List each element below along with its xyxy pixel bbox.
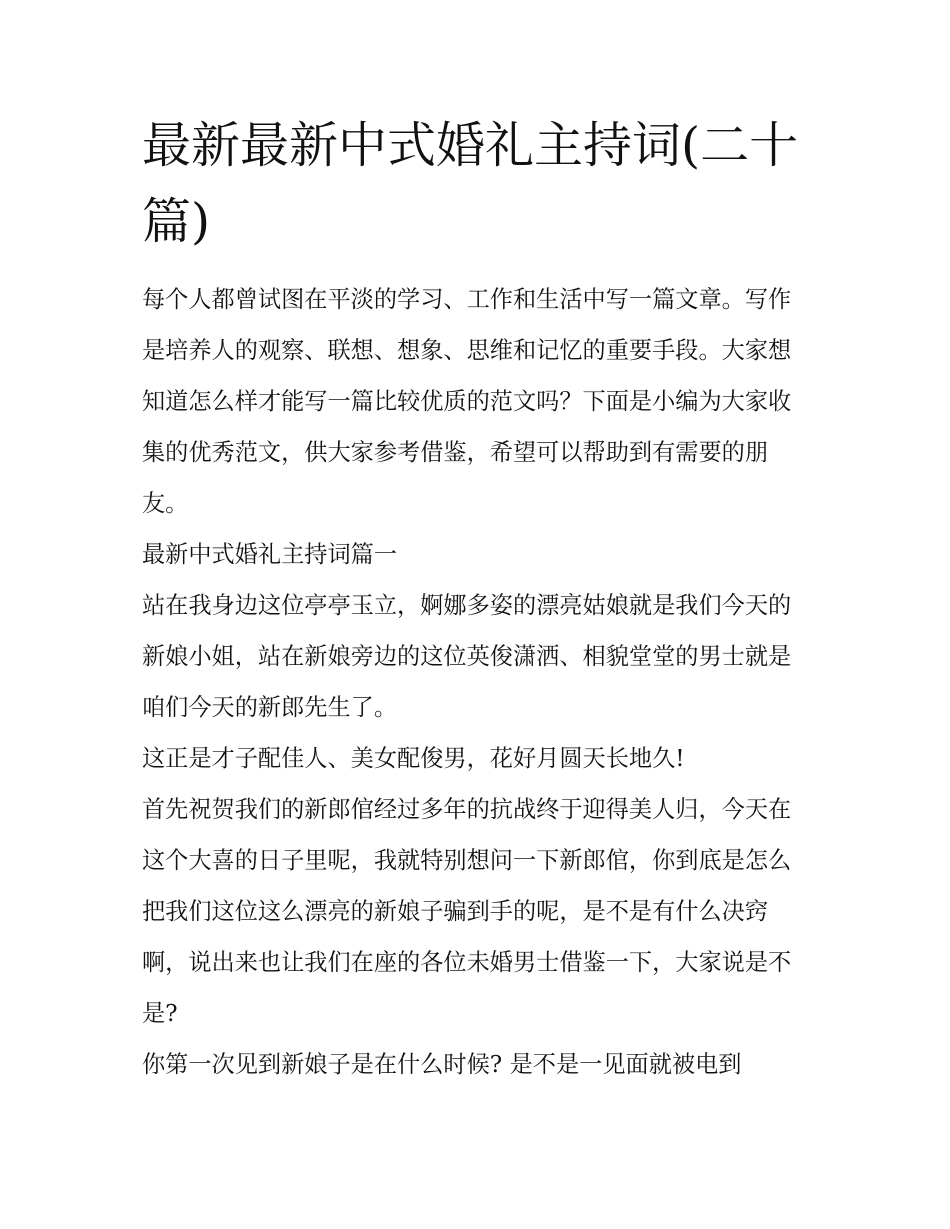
body-paragraph: 站在我身边这位亭亭玉立，婀娜多姿的漂亮姑娘就是我们今天的新娘小姐，站在新娘旁边的这位英俊潇洒、相貌堂堂的男士就是咱们今天的新郎先生了。 — [142, 592, 792, 721]
body-paragraph: 这正是才子配佳人、美女配俊男，花好月圆天长地久! — [142, 745, 685, 772]
document-title: 最新最新中式婚礼主持词(二十篇) — [142, 117, 799, 250]
intro-paragraph: 每个人都曾试图在平淡的学习、工作和生活中写一篇文章。写作是培养人的观察、联想、想象、思维和记忆的重要手段。大家想知道怎么样才能写一篇比较优质的范文吗？下面是小编为大家收集的优秀范文，供大家参考借鉴，希望可以帮助到有需要的朋友。 — [142, 286, 792, 517]
section-heading: 最新中式婚礼主持词篇一 — [142, 541, 398, 568]
body-paragraph: 你第一次见到新娘子是在什么时候? 是不是一见面就被电到 — [142, 1051, 742, 1078]
document-content — [142, 108, 812, 1090]
body-paragraph: 首先祝贺我们的新郎倌经过多年的抗战终于迎得美人归，今天在这个大喜的日子里呢，我就特别想问一下新郎倌，你到底是怎么把我们这位这么漂亮的新娘子骗到手的呢，是不是有什么决窍啊，说出来也让我们在座的各位未婚男士借鉴一下，大家说是不是? — [142, 796, 792, 1027]
